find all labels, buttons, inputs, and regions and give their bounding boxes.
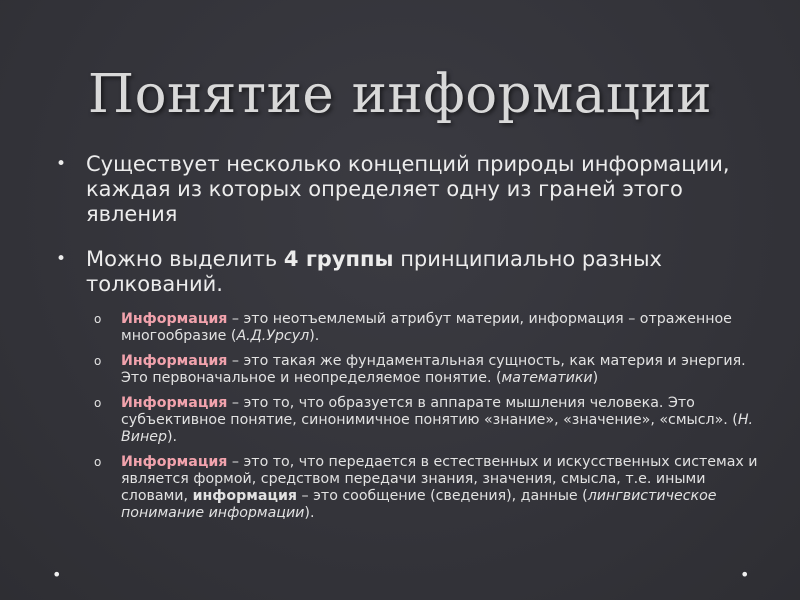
sub-keyword: Информация bbox=[121, 395, 228, 411]
slide-content bbox=[56, 152, 766, 530]
sub-source: математики bbox=[501, 370, 593, 386]
sub-text: – это то, что передается в естественных и искусственных системах и является формой, средством передачи знания, значения, смысла, т.е. иными словами, bbox=[121, 454, 758, 504]
bullet-text-bold: 4 группы bbox=[283, 247, 394, 271]
sub-source: лингвистическое понимание информации bbox=[121, 488, 717, 521]
sub-text: – это такая же фундаментальная сущность, как материя и энергия. Это первоначальное и неопределяемое понятие. ( bbox=[121, 353, 746, 386]
sub-source: Н. Винер bbox=[121, 412, 754, 445]
bullet-text-before: Можно выделить bbox=[86, 247, 284, 271]
sub-end: ) bbox=[592, 370, 599, 386]
sub-item bbox=[94, 395, 766, 446]
bullet-text: Существует несколько концепций природы информации, каждая из которых определяет одну из граней этого явления bbox=[86, 152, 730, 226]
sub-bold: информация bbox=[192, 488, 298, 504]
bullet-item bbox=[56, 247, 766, 297]
sub-source: А.Д.Урсул bbox=[236, 328, 310, 344]
bullet-marker-icon: • bbox=[56, 249, 67, 269]
circle-bullet-icon: o bbox=[94, 396, 102, 410]
corner-dot-icon: • bbox=[52, 565, 62, 584]
bullet-text-after: принципиально разных толкований. bbox=[86, 247, 662, 296]
bullet-marker-icon: • bbox=[56, 154, 67, 174]
sub-end: ). bbox=[309, 328, 320, 344]
sub-item bbox=[94, 353, 766, 387]
sub-item bbox=[94, 454, 766, 522]
sub-text: – это то, что образуется в аппарате мышления человека. Это субъективное понятие, синонимичное понятию «знание», «значение», «смысл». ( bbox=[121, 395, 738, 428]
corner-dot-icon: • bbox=[740, 565, 750, 584]
sub-keyword: Информация bbox=[121, 454, 228, 470]
circle-bullet-icon: o bbox=[94, 312, 102, 326]
sub-text: – это неотъемлемый атрибут материи, информация – отраженное многообразие ( bbox=[121, 311, 732, 344]
sub-end: ). bbox=[166, 429, 178, 445]
circle-bullet-icon: o bbox=[94, 455, 102, 469]
sub-list bbox=[56, 311, 766, 522]
sub-item bbox=[94, 311, 766, 345]
sub-keyword: Информация bbox=[121, 353, 228, 369]
sub-keyword: Информация bbox=[121, 311, 228, 327]
sub-end: ). bbox=[304, 505, 315, 521]
slide-title: Понятие информации bbox=[87, 64, 713, 125]
circle-bullet-icon: o bbox=[94, 354, 102, 368]
bullet-item bbox=[56, 152, 766, 227]
sub-text-2: – это сообщение (сведения), данные ( bbox=[297, 488, 588, 504]
